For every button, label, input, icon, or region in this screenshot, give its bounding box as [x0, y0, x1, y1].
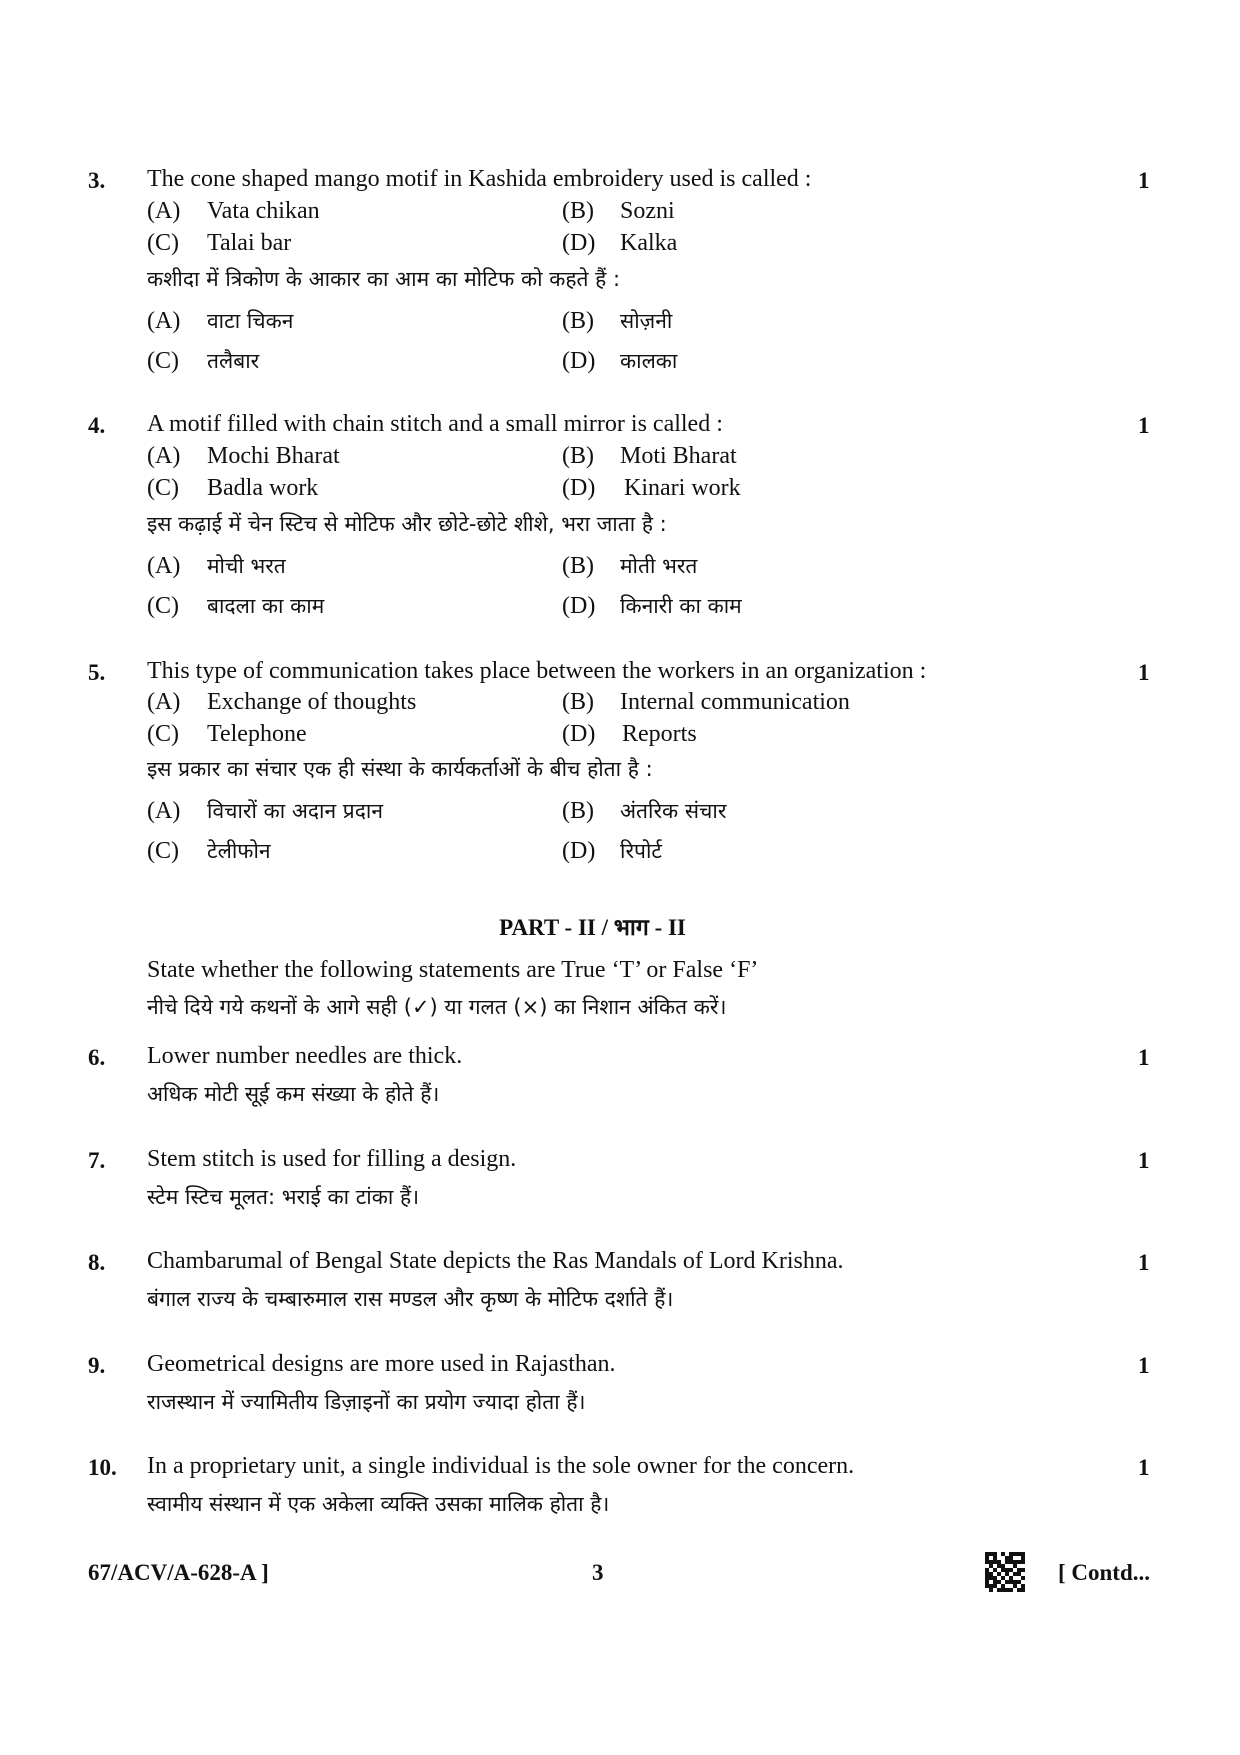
- option-text: Talai bar: [207, 230, 292, 256]
- option-text: विचारों का अदान प्रदान: [207, 799, 383, 823]
- option-text: तलैबार: [207, 349, 260, 373]
- question-number: 10.: [88, 1455, 117, 1480]
- option-text: Exchange of thoughts: [207, 689, 417, 715]
- question-text-en: The cone shaped mango motif in Kashida embroidery used is called :: [147, 166, 812, 192]
- option-text: Badla work: [207, 475, 319, 501]
- option-text: मोती भरत: [620, 554, 698, 578]
- question-number: 3.: [88, 168, 106, 193]
- question-marks: 1: [1138, 413, 1150, 438]
- instruction-en: State whether the following statements are True ‘T’ or False ‘F’: [147, 957, 759, 983]
- option-text: Kinari work: [624, 475, 741, 501]
- option-label: (C): [147, 475, 179, 501]
- qr-code-icon: [985, 1552, 1025, 1592]
- question-number: 9.: [88, 1353, 106, 1378]
- option-text: Sozni: [620, 198, 675, 224]
- option-label: (A): [147, 308, 181, 334]
- option-label: (B): [562, 198, 594, 224]
- option-text: बादला का काम: [207, 594, 325, 618]
- question-number: 8.: [88, 1250, 106, 1275]
- statement-text-en: Stem stitch is used for filling a design.: [147, 1146, 517, 1172]
- option-label: (C): [147, 348, 179, 374]
- question-text-hi: इस प्रकार का संचार एक ही संस्था के कार्यकर्ताओं के बीच होता है :: [147, 757, 653, 781]
- statement-text-hi: राजस्थान में ज्यामितीय डिज़ाइनों का प्रयोग ज्यादा होता हैं।: [147, 1390, 586, 1414]
- option-label: (B): [562, 308, 594, 334]
- option-text: Internal communication: [620, 689, 850, 715]
- option-label: (B): [562, 798, 594, 824]
- question-number: 6.: [88, 1045, 106, 1070]
- option-label: (D): [562, 348, 596, 374]
- option-label: (D): [562, 593, 596, 619]
- question-marks: 1: [1138, 1250, 1150, 1275]
- statement-text-hi: अधिक मोटी सूई कम संख्या के होते हैं।: [147, 1082, 440, 1106]
- option-text: Kalka: [620, 230, 678, 256]
- option-text: Vata chikan: [207, 198, 320, 224]
- option-text: अंतरिक संचार: [620, 799, 727, 823]
- paper-code: 67/ACV/A-628-A ]: [88, 1560, 269, 1585]
- option-text: मोची भरत: [207, 554, 286, 578]
- statement-text-en: Lower number needles are thick.: [147, 1043, 463, 1069]
- option-label: (B): [562, 689, 594, 715]
- question-marks: 1: [1138, 1045, 1150, 1070]
- statement-text-hi: स्वामीय संस्थान में एक अकेला व्यक्ति उसका मालिक होता है।: [147, 1492, 610, 1516]
- instruction-hi: नीचे दिये गये कथनों के आगे सही (✓) या गलत (×) का निशान अंकित करें।: [147, 995, 727, 1019]
- question-marks: 1: [1138, 168, 1150, 193]
- option-label: (A): [147, 198, 181, 224]
- option-label: (C): [147, 721, 179, 747]
- question-text-hi: इस कढ़ाई में चेन स्टिच से मोटिफ और छोटे-छोटे शीशे, भरा जाता है :: [147, 512, 667, 536]
- page-number: 3: [592, 1560, 604, 1585]
- option-text: कालका: [620, 349, 678, 373]
- option-label: (D): [562, 838, 596, 864]
- option-text: वाटा चिकन: [207, 309, 294, 333]
- statement-text-en: Geometrical designs are more used in Rajasthan.: [147, 1351, 616, 1377]
- option-text: किनारी का काम: [620, 594, 742, 618]
- option-text: Telephone: [207, 721, 307, 747]
- question-number: 4.: [88, 413, 106, 438]
- option-text: रिपोर्ट: [620, 839, 662, 863]
- option-label: (C): [147, 230, 179, 256]
- continued-label: [ Contd...: [1058, 1560, 1151, 1585]
- option-label: (D): [562, 475, 596, 501]
- option-label: (A): [147, 553, 181, 579]
- option-text: Mochi Bharat: [207, 443, 340, 469]
- statement-text-hi: स्टेम स्टिच मूलत: भराई का टांका हैं।: [147, 1185, 420, 1209]
- option-text: Moti Bharat: [620, 443, 737, 469]
- option-label: (C): [147, 593, 179, 619]
- question-text-en: A motif filled with chain stitch and a small mirror is called :: [147, 411, 723, 437]
- option-label: (A): [147, 689, 181, 715]
- question-marks: 1: [1138, 660, 1150, 685]
- option-text: सोज़नी: [620, 309, 673, 333]
- question-marks: 1: [1138, 1353, 1150, 1378]
- option-label: (B): [562, 443, 594, 469]
- question-text-hi: कशीदा में त्रिकोण के आकार का आम का मोटिफ को कहते हैं :: [147, 267, 621, 291]
- option-label: (B): [562, 553, 594, 579]
- question-marks: 1: [1138, 1148, 1150, 1173]
- question-text-en: This type of communication takes place between the workers in an organization :: [147, 658, 927, 684]
- option-text: Reports: [622, 721, 697, 747]
- option-label: (D): [562, 721, 596, 747]
- statement-text-en: Chambarumal of Bengal State depicts the Ras Mandals of Lord Krishna.: [147, 1248, 844, 1274]
- option-text: टेलीफोन: [207, 839, 271, 863]
- statement-text-hi: बंगाल राज्य के चम्बारुमाल रास मण्डल और कृष्ण के मोटिफ दर्शाते हैं।: [147, 1287, 674, 1311]
- statement-text-en: In a proprietary unit, a single individual is the sole owner for the concern.: [147, 1453, 855, 1479]
- question-number: 5.: [88, 660, 106, 685]
- question-number: 7.: [88, 1148, 106, 1173]
- option-label: (D): [562, 230, 596, 256]
- option-label: (A): [147, 798, 181, 824]
- question-marks: 1: [1138, 1455, 1150, 1480]
- option-label: (A): [147, 443, 181, 469]
- part-heading: PART - II / भाग - II: [499, 915, 686, 940]
- option-label: (C): [147, 838, 179, 864]
